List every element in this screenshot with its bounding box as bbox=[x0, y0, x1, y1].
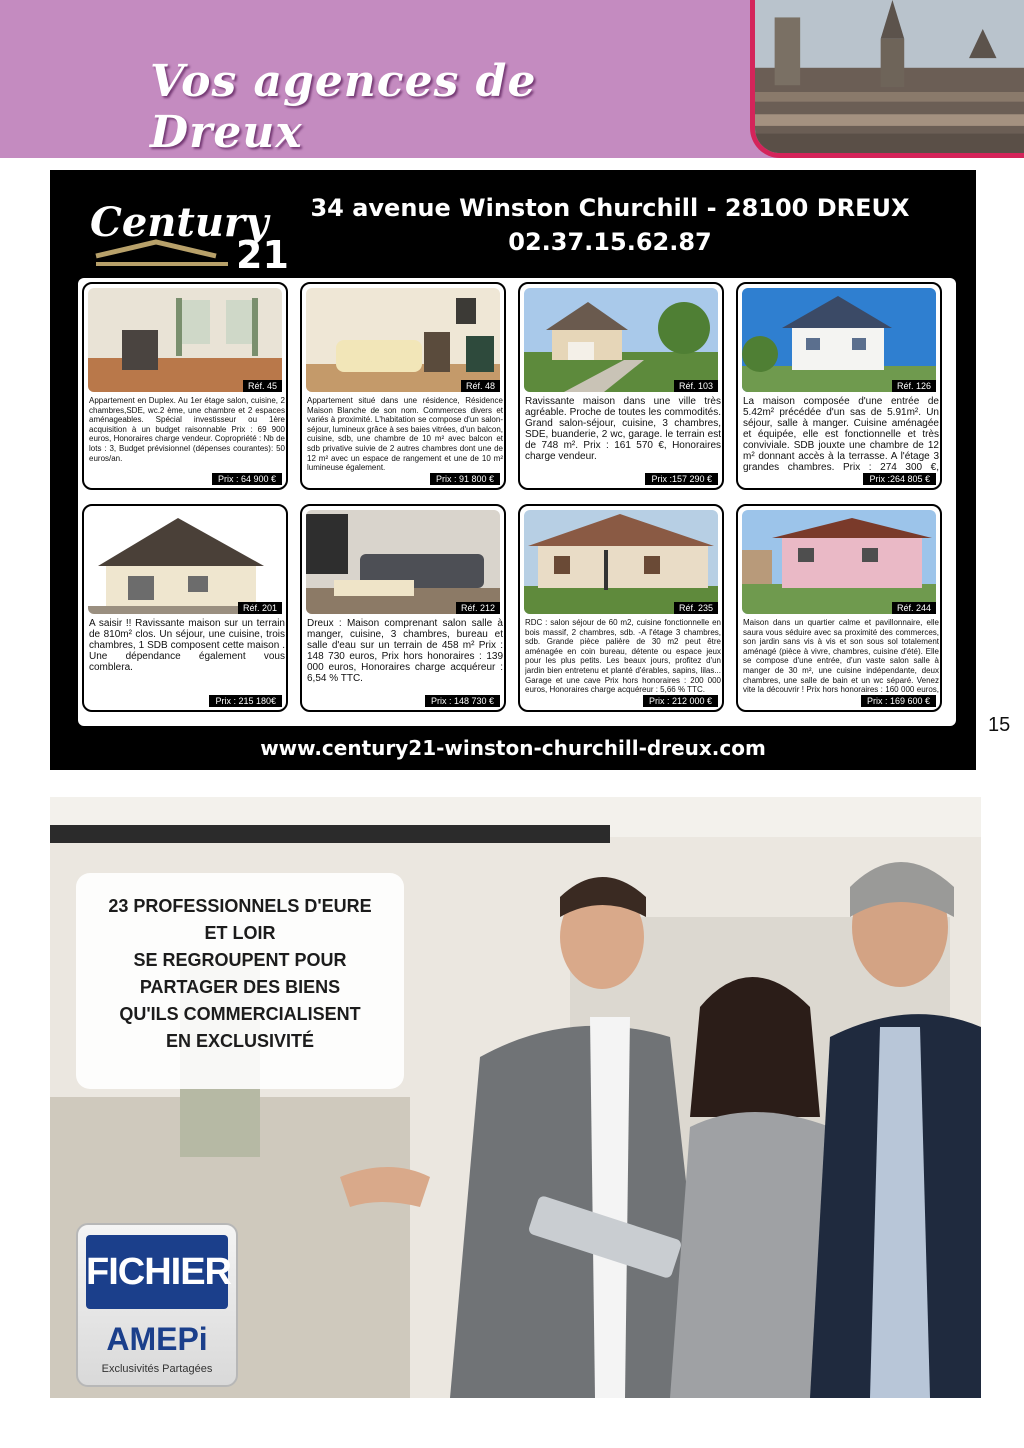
small-house-photo bbox=[88, 510, 282, 614]
listing-ref: Réf. 45 bbox=[243, 380, 282, 392]
century21-panel bbox=[50, 170, 976, 770]
century21-logo bbox=[86, 186, 296, 276]
listing-card[interactable] bbox=[736, 282, 942, 490]
headline-line: ET LOIR bbox=[204, 923, 276, 943]
listing-card[interactable] bbox=[518, 504, 724, 712]
fichier-amepi-badge bbox=[76, 1223, 238, 1387]
headline-box bbox=[76, 873, 404, 1089]
listing-card[interactable] bbox=[736, 504, 942, 712]
headline-line: 23 PROFESSIONNELS D'EURE bbox=[108, 896, 372, 916]
svg-text:21: 21 bbox=[236, 233, 289, 276]
duplex-living-room-photo bbox=[88, 288, 282, 392]
house-with-lawn-photo bbox=[524, 288, 718, 392]
headline-line: QU'ILS COMMERCIALISENT bbox=[119, 1004, 361, 1024]
dreux-townscape-photo bbox=[750, 0, 1024, 158]
listing-card[interactable] bbox=[82, 282, 288, 490]
listing-price: Prix : 64 900 € bbox=[212, 473, 282, 485]
header-band bbox=[0, 0, 1024, 158]
listing-description: Appartement situé dans une résidence, Résidence Maison Blanche de son nom. Commerces divers et variés à proximité. L'habitation se compose d'un salon-séjour, lumineux grâce à ses baies vitrées, d'un balcon, cuisine, sdb, une chambre de 10 m² avec balcon et sdb privative suivie de 2 autres chambres dont une de 12 m² avec un espace de rangement et une de 10 m² lumineuse également. bbox=[307, 396, 503, 472]
page-title: Vos agences de Dreux bbox=[150, 56, 537, 158]
listings-grid bbox=[78, 278, 956, 726]
listing-ref: Réf. 212 bbox=[456, 602, 500, 614]
listing-description: A saisir !! Ravissante maison sur un terrain de 810m² clos. Un séjour, une cuisine, trois chambres, 1 SDB composent cette maison . Une dépendance également vous comblera. bbox=[89, 618, 285, 673]
listing-description: Ravissante maison dans une ville très agréable. Proche de toutes les commodités. Grand salon-séjour, cuisine, 3 chambres, SDE, buanderie, 2 wc, garage. le terrain est de 748 m². Prix : 161 570 €, Honoraires charge vendeur. bbox=[525, 396, 721, 462]
listing-description: La maison composée d'une entrée de 5.42m² précédée d'un sas de 5.91m². Un séjour, salle à manger. Cuisine aménagée et équipée, elle est fonctionnelle et très conviviale. SDB jouxte une chambre de 12 m² donnant accès à la terrasse. A l'étage 3 grandes chambres. Prix : 274 300 €, bbox=[743, 396, 939, 472]
listing-price: Prix : 169 600 € bbox=[861, 695, 936, 707]
listing-ref: Réf. 48 bbox=[461, 380, 500, 392]
listing-price: Prix : 212 000 € bbox=[643, 695, 718, 707]
brick-house-garden-photo bbox=[524, 510, 718, 614]
white-house-photo bbox=[742, 288, 936, 392]
listing-card[interactable] bbox=[82, 504, 288, 712]
listing-card[interactable] bbox=[300, 504, 506, 712]
listing-description: Appartement en Duplex. Au 1er étage salon, cuisine, 2 chambres,SDE, wc.2 ème, une chambre et 2 espaces aménageables. Spécial investisseur ou 1ère acquisition à un budget raisonnable Prix : 69 900 euros, Honoraires charge vendeur. Copropriété : Nb de lots : 3, Budget prévisionnel (dépenses courantes): 50 euros/an. bbox=[89, 396, 285, 463]
amepi-logo-text: AMEPi bbox=[106, 1321, 208, 1357]
listing-price: Prix :264 805 € bbox=[863, 473, 936, 485]
listing-ref: Réf. 235 bbox=[674, 602, 718, 614]
listing-price: Prix :157 290 € bbox=[645, 473, 718, 485]
agency-website-link[interactable]: www.century21-winston-churchill-dreux.com bbox=[260, 736, 766, 760]
headline-line: EN EXCLUSIVITÉ bbox=[165, 1031, 315, 1051]
page-number: 15 bbox=[988, 714, 1011, 736]
listing-description: Maison dans un quartier calme et pavillonnaire, elle saura vous séduire avec sa proximité des commerces, son jardin sans vis à vis et son sous sol totalement aménagé (pièce à vivre, chambres, cuisine d'été). Elle se compose d'une entrée, d'un vaste salon salle à manger de 30 m², une cuisine indépendante, deux chambres, une salle de bain et un wc séparé. Venez vite la découvrir ! Prix hors honoraires : 160 000 euros, bbox=[743, 618, 939, 694]
headline-line: PARTAGER DES BIENS bbox=[139, 977, 341, 997]
svg-text:Century: Century bbox=[90, 199, 269, 246]
grey-sofa-living-room-photo bbox=[306, 510, 500, 614]
amepi-advertisement bbox=[50, 797, 981, 1398]
amepi-tagline: Exclusivités Partagées bbox=[101, 1363, 213, 1375]
listing-price: Prix : 91 800 € bbox=[430, 473, 500, 485]
listing-ref: Réf. 244 bbox=[892, 602, 936, 614]
listing-ref: Réf. 201 bbox=[238, 602, 282, 614]
listing-price: Prix : 148 730 € bbox=[425, 695, 500, 707]
listing-ref: Réf. 126 bbox=[892, 380, 936, 392]
apartment-lounge-photo bbox=[306, 288, 500, 392]
listing-description: Dreux : Maison comprenant salon salle à manger, cuisine, 3 chambres, bureau et salle d'eau sur un terrain de 458 m² Prix : 148 730 euros, Prix hors honoraires : 139 000 euros, Honoraires charge acquéreur : 6,54 % TTC. bbox=[307, 618, 503, 684]
fichier-label: FICHIER bbox=[86, 1235, 228, 1309]
listing-card[interactable] bbox=[300, 282, 506, 490]
headline-line: SE REGROUPENT POUR bbox=[133, 950, 347, 970]
agency-phone: 02.37.15.62.87 bbox=[508, 228, 712, 256]
agency-address: 34 avenue Winston Churchill - 28100 DREUX bbox=[310, 194, 910, 222]
listing-ref: Réf. 103 bbox=[674, 380, 718, 392]
pink-house-photo bbox=[742, 510, 936, 614]
listing-card[interactable] bbox=[518, 282, 724, 490]
listing-description: RDC : salon séjour de 60 m2, cuisine fonctionnelle en bois massif, 2 chambres, sdb. -A l'étage 3 chambres, sdb. Grande pièce palière de 30 m2 peut être aménagée en coin bureau, détente ou espace jeux pour les plus petits. Les beaux jours, profitez d'un jardin bien entretenu et planté d'érables, sapins, lilas... Garage et une cave Prix hors honoraires : 200 000 euros, Honoraires charge acquéreur : 5,66 % TTC. bbox=[525, 618, 721, 694]
listing-price: Prix : 215 180€ bbox=[209, 695, 282, 707]
